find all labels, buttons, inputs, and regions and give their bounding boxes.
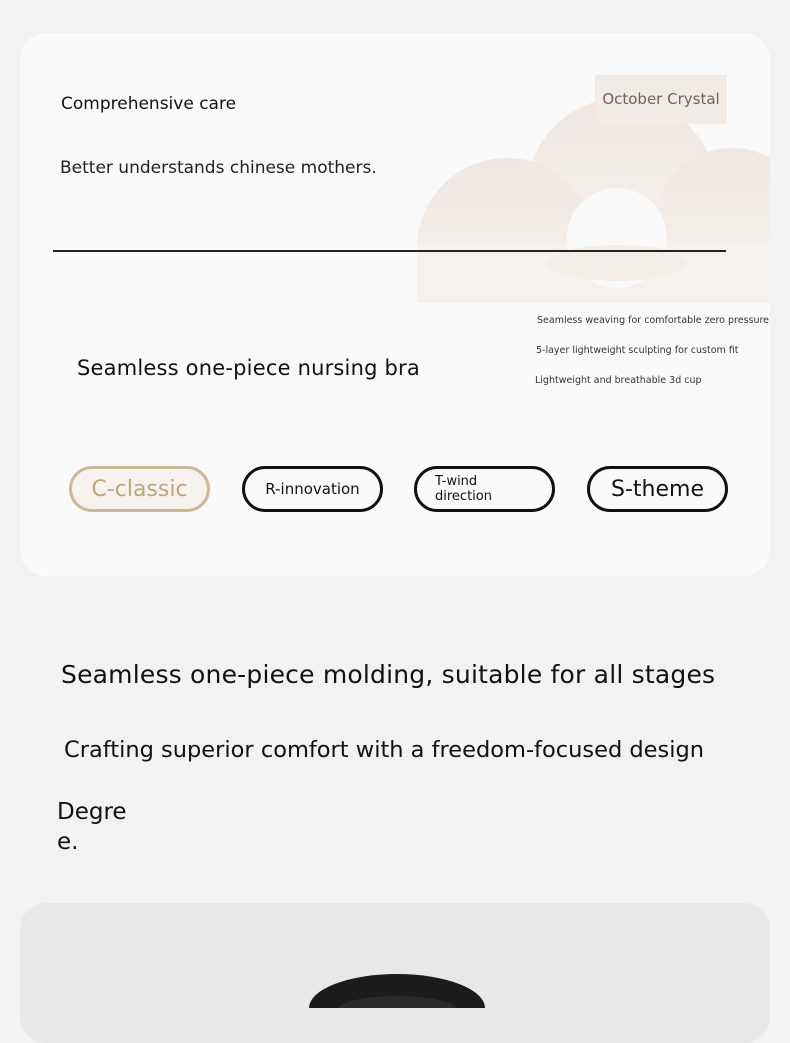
series-theme-button[interactable]: S-theme xyxy=(587,466,728,512)
model-hair-image xyxy=(307,968,487,1008)
divider xyxy=(53,250,726,252)
section-headline: Seamless one-piece molding, suitable for all stages xyxy=(61,660,716,689)
feature-item: Lightweight and breathable 3d cup xyxy=(535,375,702,386)
feature-item: 5-layer lightweight sculpting for custom fit xyxy=(536,345,739,356)
text-fragment: Degree. xyxy=(57,799,127,855)
tagline: Better understands chinese mothers. xyxy=(60,158,377,178)
series-classic-button[interactable]: C-classic xyxy=(69,466,210,512)
series-wind-direction-button[interactable] xyxy=(414,466,555,512)
series-innovation-button[interactable]: R-innovation xyxy=(242,466,383,512)
intro-card xyxy=(20,33,770,576)
section-kicker: Comprehensive care xyxy=(61,94,237,114)
model-photo-card xyxy=(20,903,770,1043)
section-subline: Crafting superior comfort with a freedom-focused design xyxy=(64,737,705,763)
feature-list xyxy=(535,313,770,403)
product-name: Seamless one-piece nursing bra xyxy=(77,356,420,380)
feature-item: Seamless weaving for comfortable zero pressure xyxy=(537,315,770,326)
series-wind-direction-label: T-wind direction xyxy=(435,474,492,504)
brand-label: October Crystal xyxy=(595,75,727,124)
